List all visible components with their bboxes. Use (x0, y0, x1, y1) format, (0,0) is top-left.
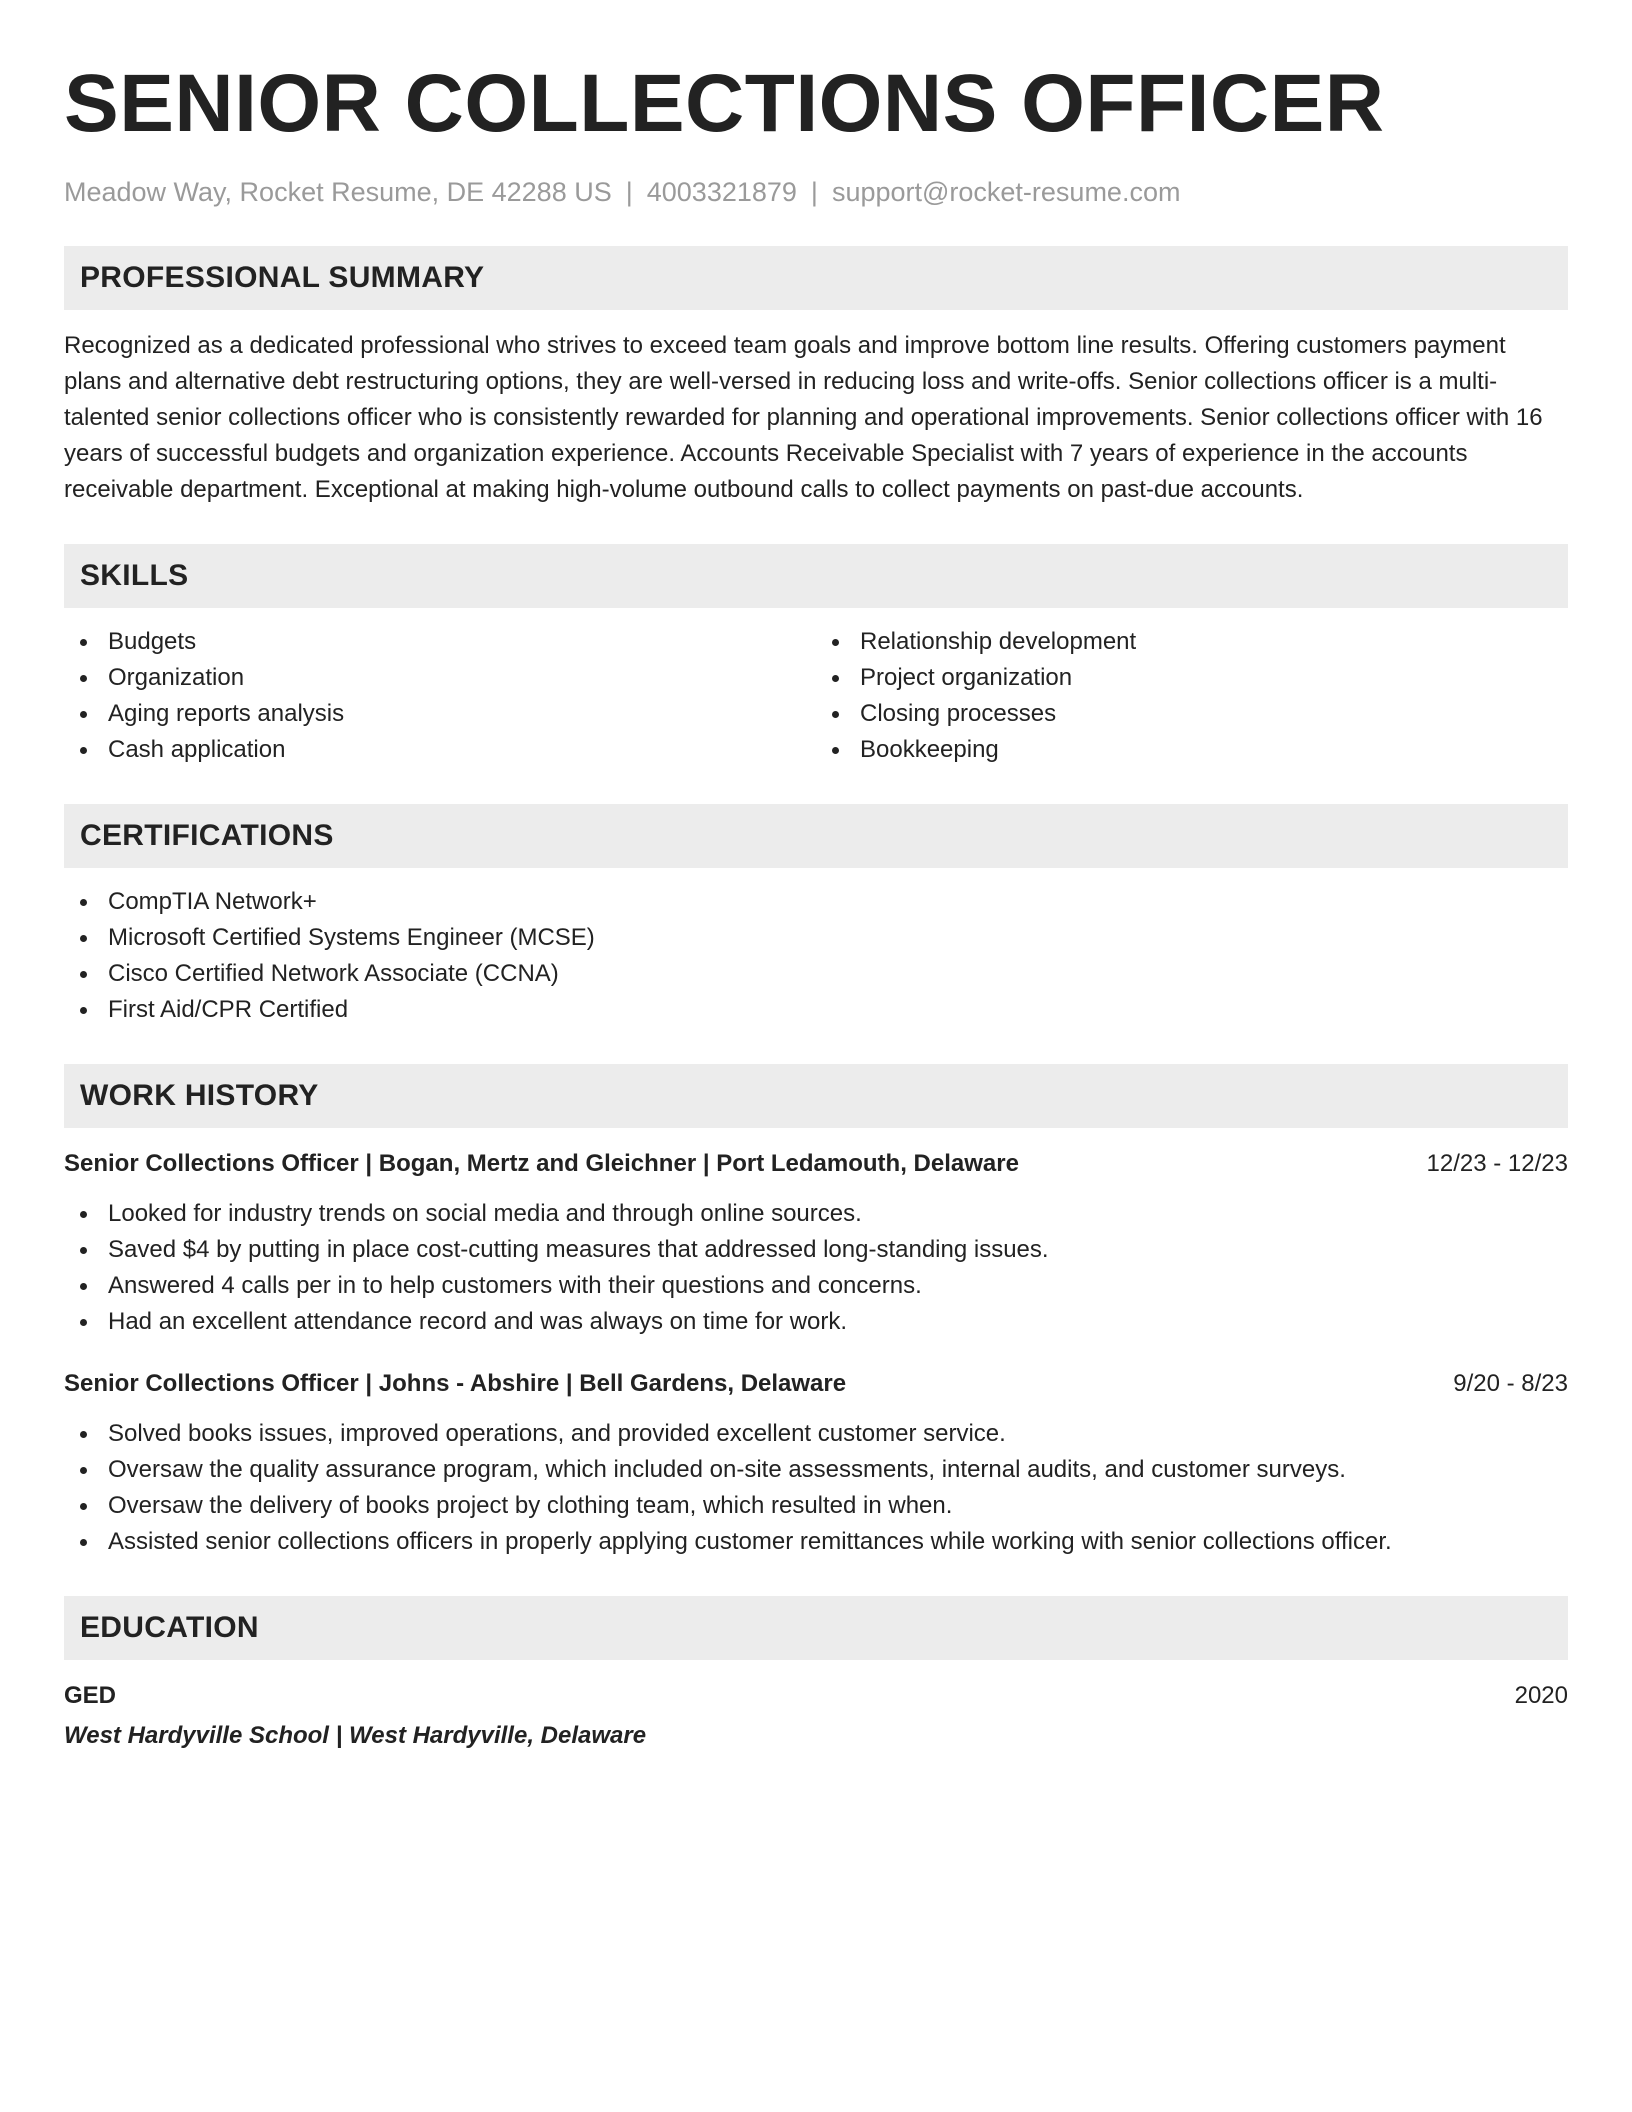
section-summary (64, 246, 1568, 508)
skills-grid (64, 608, 1568, 768)
certification-item: Cisco Certified Network Associate (CCNA) (64, 956, 1568, 992)
certification-item: Microsoft Certified Systems Engineer (MCSE) (64, 920, 1568, 956)
job-dates: 12/23 - 12/23 (1426, 1150, 1568, 1177)
contact-phone: 4003321879 (646, 177, 797, 207)
skills-list-left (64, 624, 816, 768)
education-header (64, 1678, 1568, 1714)
education-degree: GED (64, 1682, 117, 1709)
section-heading-summary: PROFESSIONAL SUMMARY (64, 246, 1568, 310)
certification-item: CompTIA Network+ (64, 884, 1568, 920)
skill-item: Organization (64, 660, 816, 696)
candidate-name: SENIOR COLLECTIONS OFFICER (64, 58, 1385, 149)
skill-item: Aging reports analysis (64, 696, 816, 732)
section-heading-certifications: CERTIFICATIONS (64, 804, 1568, 868)
job-title: Senior Collections Officer | Johns - Abshire | Bell Gardens, Delaware (64, 1370, 847, 1397)
job-bullets (64, 1416, 1568, 1560)
section-work-history (64, 1064, 1568, 1560)
skill-item: Cash application (64, 732, 816, 768)
job-bullet: Saved $4 by putting in place cost-cutting measures that addressed long-standing issues. (64, 1232, 1568, 1268)
job-bullet: Oversaw the delivery of books project by clothing team, which resulted in when. (64, 1488, 1568, 1524)
education-year: 2020 (1514, 1682, 1568, 1709)
job-entry (64, 1366, 1568, 1560)
education-school: West Hardyville School | West Hardyville, Delaware (64, 1722, 647, 1749)
section-skills (64, 544, 1568, 768)
skills-list-right (816, 624, 1568, 768)
certifications-list (64, 884, 1568, 1028)
job-bullet: Answered 4 calls per in to help customers with their questions and concerns. (64, 1268, 1568, 1304)
contact-line (64, 174, 1568, 210)
section-heading-work-history: WORK HISTORY (64, 1064, 1568, 1128)
summary-text: Recognized as a dedicated professional who strives to exceed team goals and improve bottom line results. Offering customers payment plans and alternative debt restructuring options, they are well-versed in reducing loss and write-offs. Senior collections officer is a multi-talented senior collections officer who is consistently rewarded for planning and operational improvements. Senior collections officer with 16 years of successful budgets and organization experience. Accounts Receivable Specialist with 7 years of experience in the accounts receivable department. Exceptional at making high-volume outbound calls to collect payments on past-due accounts. (64, 332, 1543, 503)
job-bullet: Looked for industry trends on social media and through online sources. (64, 1196, 1568, 1232)
job-bullet: Solved books issues, improved operations, and provided excellent customer service. (64, 1416, 1568, 1452)
contact-separator: | (625, 177, 633, 207)
job-title: Senior Collections Officer | Bogan, Mertz and Gleichner | Port Ledamouth, Delaware (64, 1150, 1019, 1177)
skill-item: Closing processes (816, 696, 1568, 732)
job-header (64, 1146, 1568, 1182)
job-dates: 9/20 - 8/23 (1453, 1370, 1568, 1397)
job-bullet: Had an excellent attendance record and was always on time for work. (64, 1304, 1568, 1340)
contact-separator: | (810, 177, 818, 207)
job-entry (64, 1146, 1568, 1340)
skill-item: Project organization (816, 660, 1568, 696)
skill-item: Bookkeeping (816, 732, 1568, 768)
section-heading-education: EDUCATION (64, 1596, 1568, 1660)
section-heading-skills: SKILLS (64, 544, 1568, 608)
certification-item: First Aid/CPR Certified (64, 992, 1568, 1028)
skill-item: Budgets (64, 624, 816, 660)
contact-email[interactable]: support@rocket-resume.com (831, 177, 1181, 207)
section-certifications (64, 804, 1568, 1028)
job-bullets (64, 1196, 1568, 1340)
job-header (64, 1366, 1568, 1402)
section-education (64, 1596, 1568, 1754)
contact-address: Meadow Way, Rocket Resume, DE 42288 US (64, 177, 612, 207)
job-bullet: Assisted senior collections officers in properly applying customer remittances while working with senior collections officer. (64, 1524, 1568, 1560)
skill-item: Relationship development (816, 624, 1568, 660)
job-bullet: Oversaw the quality assurance program, which included on-site assessments, internal audits, and customer surveys. (64, 1452, 1568, 1488)
